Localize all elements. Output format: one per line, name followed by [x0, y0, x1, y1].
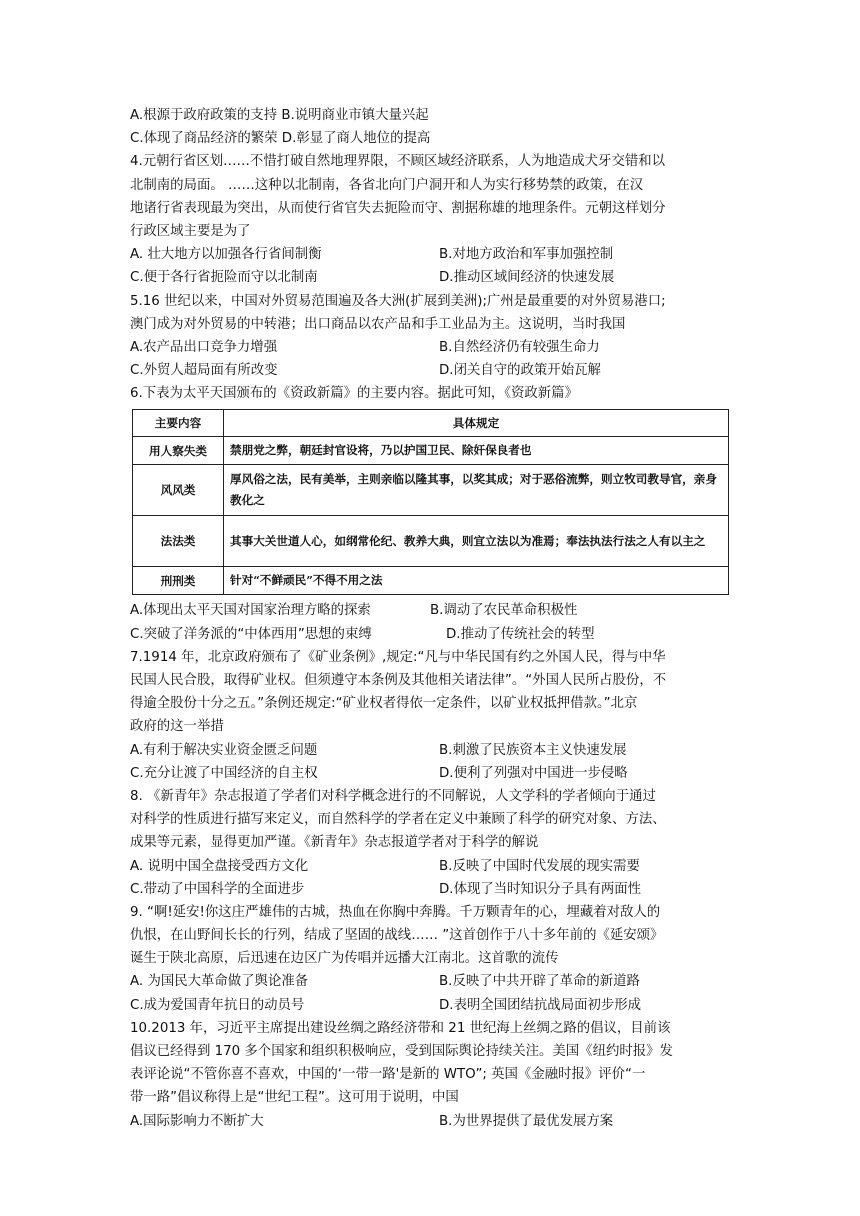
q9-stem-line-2: 仇恨，在山野间长长的行列，结成了坚固的战线…… ”这首创作于八十多年前的《延安颂》	[130, 928, 664, 944]
q6-table-row	[133, 437, 729, 465]
q7-option-c: C.充分让渡了中国经济的自主权	[130, 765, 318, 781]
q7-stem-line-3: 得逾全股份十分之五。”条例还规定:“矿业权者得依一定条件，以矿业权抵押借款。”北京	[130, 696, 638, 712]
q10-stem-line-3: 表评论说“不管你喜不喜欢，中国的‘一带一路'是新的 WTO”; 英国《金融时报》评价“一	[130, 1067, 646, 1083]
q5-stem-line-1: 5.16 世纪以来，中国对外贸易范围遍及各大洲(扩展到美洲);广州是最重要的对外贸易港口;	[130, 293, 666, 309]
question-6	[130, 382, 730, 646]
question-7	[130, 646, 730, 785]
q7-option-d: D.便利了列强对中国进一步侵略	[439, 765, 628, 781]
question-5	[130, 290, 730, 383]
question-10	[130, 1017, 730, 1133]
q10-stem-line-2: 倡议已经得到 170 多个国家和组织积极响应，受到国际舆论持续关注。美国《纽约时报》发	[130, 1044, 673, 1059]
q8-option-c: C.带动了中国科学的全面进步	[130, 881, 305, 897]
q6-row-2-category: 风风类	[133, 465, 224, 516]
q6-row-4-provision: 针对“不鲜顽民”不得不用之法	[224, 567, 729, 595]
q7-stem-line-2: 民国人民合股，取得矿业权。但须遵守本条例及其他相关诸法律”。“外国人民所占股份，不	[130, 673, 667, 688]
q4-stem-line-2: 北制南的局面。 ……这种以北制南，各省北向门户洞开和人为实行移势禁的政策，在汉	[130, 177, 644, 193]
q8-options-row-1	[130, 855, 730, 878]
q3-options-row-1: A.根源于政府政策的支持 B.说明商业市镇大量兴起	[130, 108, 429, 123]
q4-option-d: D.推动区域间经济的快速发展	[439, 270, 615, 286]
q10-option-a: A.国际影响力不断扩大	[130, 1113, 264, 1129]
q6-option-d: D.推动了传统社会的转型	[446, 626, 595, 642]
q6-row-4-category: 刑刑类	[133, 567, 224, 595]
q5-option-b: B.自然经济仍有较强生命力	[439, 339, 600, 355]
q4-stem-line-1: 4.元朝行省区划……不惜打破自然地理界限，不顾区域经济联系，人为地造成犬牙交错和以	[130, 154, 666, 170]
q4-options-row-2	[130, 266, 730, 289]
q6-table-header-provision: 具体规定	[224, 410, 729, 437]
q6-options-row-2	[130, 623, 730, 646]
q6-row-1-category: 用人察失类	[133, 437, 224, 465]
q10-stem-line-4: 带一路”倡议称得上是“世纪工程”。这可用于说明，中国	[130, 1090, 459, 1106]
q9-option-d: D.表明全国团结抗战局面初步形成	[439, 997, 642, 1013]
q6-row-2-provision: 厚风俗之法，民有美举，主则亲临以隆其事，以奖其成；对于恶俗流弊，则立牧司教导官，亲身教化之	[224, 465, 729, 516]
q6-table	[132, 409, 729, 595]
q6-table-row	[133, 465, 729, 516]
q10-options-row-1	[130, 1110, 730, 1133]
q7-option-a: A.有利于解决实业资金匮乏问题	[130, 742, 318, 758]
q4-options-row-1	[130, 243, 730, 266]
q9-options-row-1	[130, 970, 730, 993]
q9-stem-line-1: 9. “啊!延安!你这庄严雄伟的古城，热血在你胸中奔腾。千万颗青年的心，埋藏着对敌人的	[130, 904, 661, 920]
q5-options-row-2	[130, 359, 730, 382]
q8-options-row-2	[130, 878, 730, 901]
q9-options-row-2	[130, 994, 730, 1017]
q10-option-b: B.为世界提供了最优发展方案	[439, 1113, 614, 1129]
q4-option-a: A. 壮大地方以加强各行省间制衡	[130, 247, 322, 263]
q3-options-row-2: C.体现了商品经济的繁荣 D.彰显了商人地位的提高	[130, 131, 431, 147]
q6-row-3-provision: 其事大关世道人心，如纲常伦纪、教养大典，则宜立法以为准焉；奉法执法行法之人有以主之	[224, 516, 729, 567]
q10-stem-line-1: 10.2013 年，习近平主席提出建设丝绸之路经济带和 21 世纪海上丝绸之路的倡议，目前该	[130, 1020, 671, 1036]
q8-stem-line-3: 成果等元素，显得更加严谨。《新青年》杂志报道学者对于科学的解说	[130, 835, 539, 851]
question-8	[130, 785, 730, 901]
exam-page	[130, 104, 730, 1133]
q7-stem-line-1: 7.1914 年，北京政府颁布了《矿业条例》,规定:“凡与中华民国有约之外国人民，得与中华	[130, 649, 666, 665]
q6-option-a: A.体现出太平天国对国家治理方略的探索	[130, 603, 371, 619]
q8-option-b: B.反映了中国时代发展的现实需要	[439, 858, 640, 874]
q7-option-b: B.刺激了民族资本主义快速发展	[439, 742, 627, 758]
q7-options-row-2	[130, 762, 730, 785]
q6-table-row	[133, 567, 729, 595]
q9-option-c: C.成为爱国青年抗日的动员号	[130, 997, 305, 1013]
question-9	[130, 901, 730, 1017]
q6-table-header-category: 主要内容	[133, 410, 224, 437]
q9-option-b: B.反映了中共开辟了革命的新道路	[439, 974, 640, 990]
q6-stem: 6.下表为太平天国颁布的《资政新篇》的主要内容。据此可知，《资政新篇》	[130, 386, 578, 402]
q9-stem-line-3: 诞生于陕北高原，后迅速在边区广为传唱并远播大江南北。这首歌的流传	[130, 951, 559, 967]
q8-stem-line-2: 对科学的性质进行描写来定义，而自然科学的学者在定义中兼顾了科学的研究对象、方法、	[130, 812, 666, 828]
q6-table-header	[133, 410, 729, 437]
q8-stem-line-1: 8. 《新青年》杂志报道了学者们对科学概念进行的不同解说，人文学科的学者倾向于通过	[130, 788, 656, 804]
q9-option-a: A. 为国民大革命做了舆论准备	[130, 974, 309, 990]
q5-options-row-1	[130, 336, 730, 359]
q8-option-a: A. 说明中国全盘接受西方文化	[130, 858, 309, 874]
q6-table-row	[133, 516, 729, 567]
q5-option-a: A.农产品出口竞争力增强	[130, 339, 278, 355]
q6-row-1-provision: 禁朋党之弊，朝廷封官设将，乃以护国卫民、除奸保良者也	[224, 437, 729, 465]
q6-option-c: C.突破了洋务派的“中体西用”思想的束缚	[130, 626, 372, 642]
q5-option-c: C.外贸人超局面有所改变	[130, 363, 278, 379]
q8-option-d: D.体现了当时知识分子具有两面性	[439, 881, 642, 897]
q5-option-d: D.闭关自守的政策开始瓦解	[439, 363, 601, 379]
q6-option-b: B.调动了农民革命积极性	[430, 603, 578, 619]
q4-stem-line-3: 地诸行省表现最为突出，从而使行省官失去扼险而守、割据称雄的地理条件。元朝这样划分	[130, 200, 666, 216]
q5-stem-line-2: 澳门成为对外贸易的中转港；出口商品以农产品和手工业品为主。这说明，当时我国	[130, 316, 626, 332]
q7-options-row-1	[130, 739, 730, 762]
q4-option-b: B.对地方政治和军事加强控制	[439, 247, 614, 263]
q6-options-row-1	[130, 599, 730, 622]
q4-option-c: C.便于各行省扼险而守以北制南	[130, 270, 318, 286]
question-4	[130, 150, 730, 289]
q6-row-3-category: 法法类	[133, 516, 224, 567]
q7-stem-line-4: 政府的这一举措	[130, 719, 224, 735]
q4-stem-line-4: 行政区域主要是为了	[130, 223, 251, 239]
